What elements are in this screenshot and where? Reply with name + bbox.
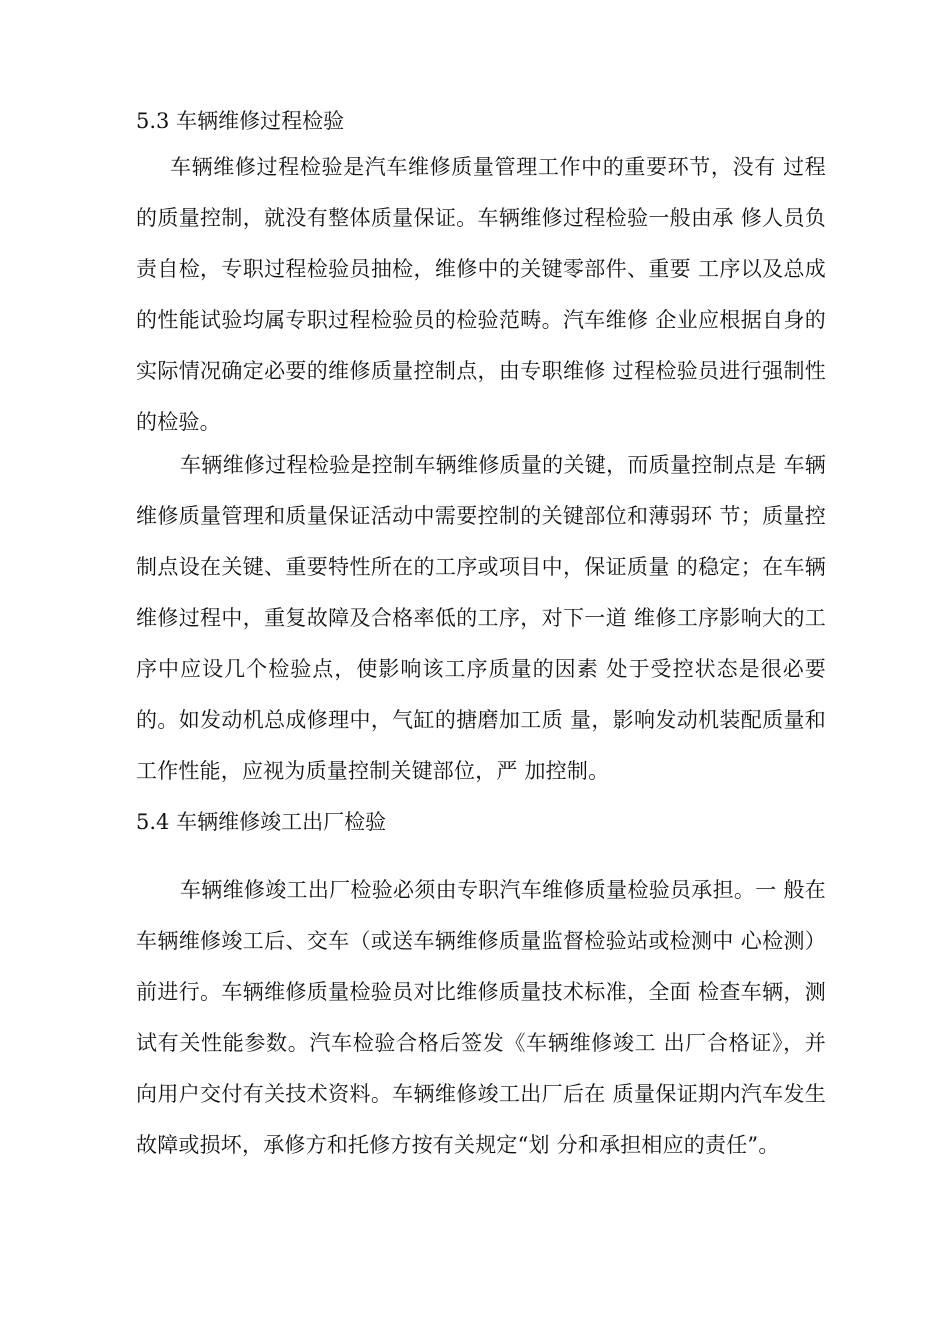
paragraph-5-3-2: 车辆维修过程检验是控制车辆维修质量的关键，而质量控制点是 车辆维修质量管理和质量保证活动中需要控制的关键部位和薄弱环 节；质量控制点设在关键、重要特性所在的工序或项目中，保证质量 的稳定；在车辆维修过程中，重复故障及合格率低的工序，对下一道 维修工序影响大的工序中应设几个检验点，使影响该工序质量的因素 处于受控状态是很必要的。如发动机总成修理中，气缸的搪磨加工质 量，影响发动机装配质量和工作性能，应视为质量控制关键部位，严 加控制。 [136,453,826,783]
paragraph-5-3-1: 车辆维修过程检验是汽车维修质量管理工作中的重要环节，没有 过程的质量控制，就没有整体质量保证。车辆维修过程检验一般由承 修人员负责自检，专职过程检验员抽检，维修中的关键零部件、重要 工序以及总成的性能试验均属专职过程检验员的检验范畴。汽车维修 企业应根据自身的实际情况确定必要的维修质量控制点，由专职维修 过程检验员进行强制性的检验。 [136,155,826,434]
section-heading-5-4: 5.4 车辆维修竣工出厂检验 [136,810,387,834]
paragraph-5-4-1: 车辆维修竣工出厂检验必须由专职汽车维修质量检验员承担。一 般在车辆维修竣工后、交车（或送车辆维修质量监督检验站或检测中 心检测）前进行。车辆维修质量检验员对比维修质量技术标准，全面 检查车辆，测试有关性能参数。汽车检验合格后签发《车辆维修竣工 出厂合格证》，并向用户交付有关技术资料。车辆维修竣工出厂后在 质量保证期内汽车发生故障或损坏，承修方和托修方按有关规定“划 分和承担相应的责任”。 [136,878,826,1157]
section-heading-5-3: 5.3 车辆维修过程检验 [136,109,345,133]
